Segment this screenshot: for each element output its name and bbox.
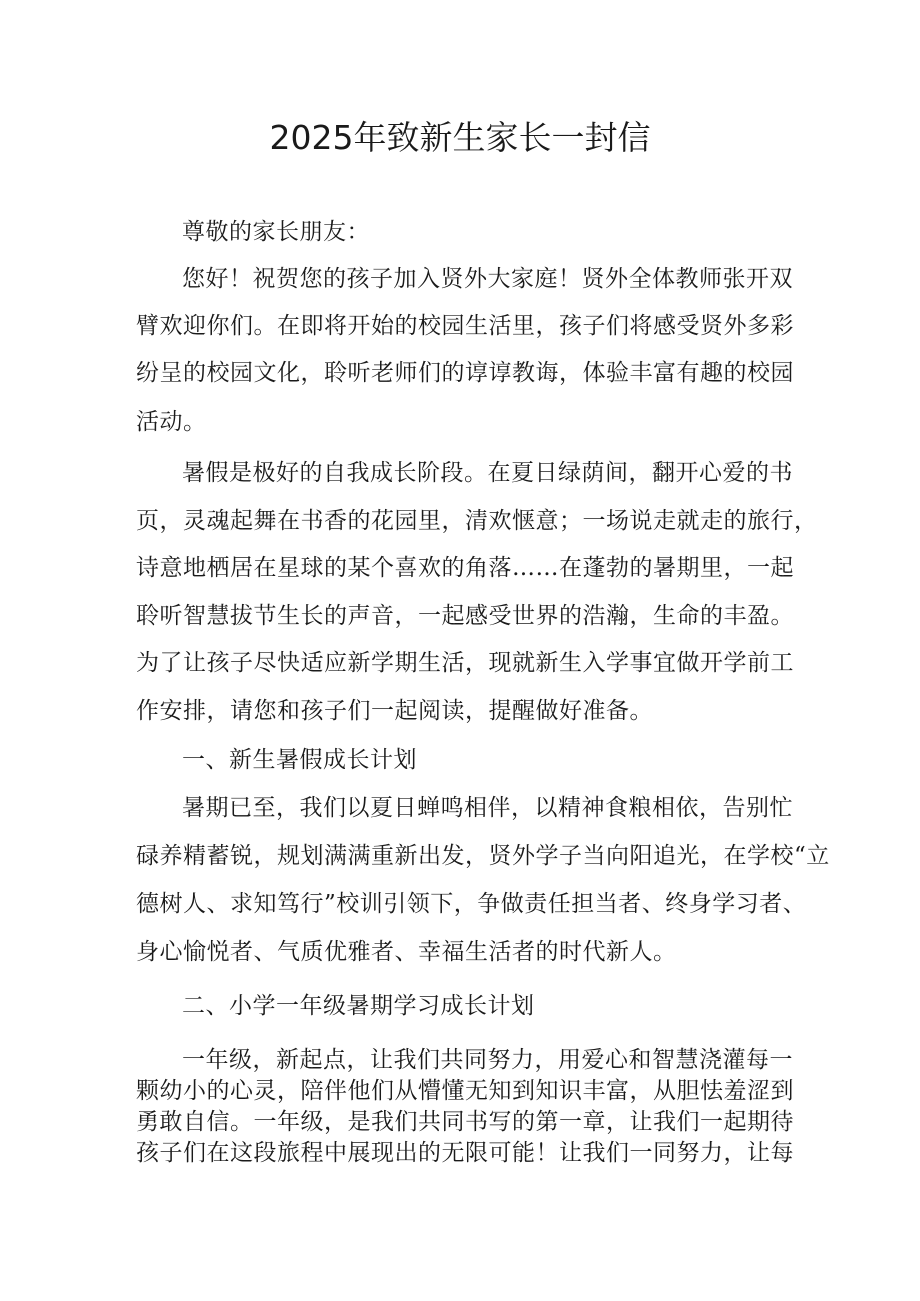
document-title: 2025年致新生家长一封信: [269, 118, 651, 157]
paragraph-2-line: 聆听智慧拔节生长的声音，一起感受世界的浩瀚，生命的丰盈。: [136, 603, 794, 629]
paragraph-1-line: 臂欢迎你们。在即将开始的校园生活里，孩子们将感受贤外多彩: [136, 313, 794, 339]
salutation: 尊敬的家长朋友：: [182, 219, 370, 245]
paragraph-2-line: 暑假是极好的自我成长阶段。在夏日绿荫间，翻开心爱的书: [182, 460, 793, 486]
paragraph-3-line: 德树人、求知笃行”校训引领下，争做责任担当者、终身学习者、: [136, 891, 807, 917]
paragraph-3-line: 暑期已至，我们以夏日蝉鸣相伴，以精神食粮相依，告别忙: [182, 795, 793, 821]
paragraph-4-line: 勇敢自信。一年级，是我们共同书写的第一章，让我们一起期待: [136, 1109, 794, 1135]
paragraph-1-line: 活动。: [136, 409, 207, 435]
paragraph-3-line: 身心愉悦者、气质优雅者、幸福生活者的时代新人。: [136, 939, 677, 965]
paragraph-2-line: 诗意地栖居在星球的某个喜欢的角落……在蓬勃的暑期里，一起: [136, 555, 794, 581]
paragraph-1-line: 您好！祝贺您的孩子加入贤外大家庭！贤外全体教师张开双: [182, 266, 793, 292]
paragraph-2-line: 为了让孩子尽快适应新学期生活，现就新生入学事宜做开学前工: [136, 650, 794, 676]
paragraph-1-line: 纷呈的校园文化，聆听老师们的谆谆教诲，体验丰富有趣的校园: [136, 360, 794, 386]
paragraph-4-line: 颗幼小的心灵，陪伴他们从懵懂无知到知识丰富，从胆怯羞涩到: [136, 1078, 794, 1104]
paragraph-2-line: 作安排，请您和孩子们一起阅读，提醒做好准备。: [136, 698, 653, 724]
paragraph-2-line: 页，灵魂起舞在书香的花园里，清欢惬意；一场说走就走的旅行，: [136, 508, 818, 534]
section-heading-1: 一、新生暑假成长计划: [182, 747, 417, 773]
paragraph-4-line: 一年级，新起点，让我们共同努力，用爱心和智慧浇灌每一: [182, 1047, 793, 1073]
paragraph-4-line: 孩子们在这段旅程中展现出的无限可能！让我们一同努力，让每: [136, 1140, 794, 1166]
paragraph-3-line: 碌养精蓄锐，规划满满重新出发，贤外学子当向阳追光，在学校“立: [136, 843, 830, 869]
section-heading-2: 二、小学一年级暑期学习成长计划: [182, 993, 535, 1019]
